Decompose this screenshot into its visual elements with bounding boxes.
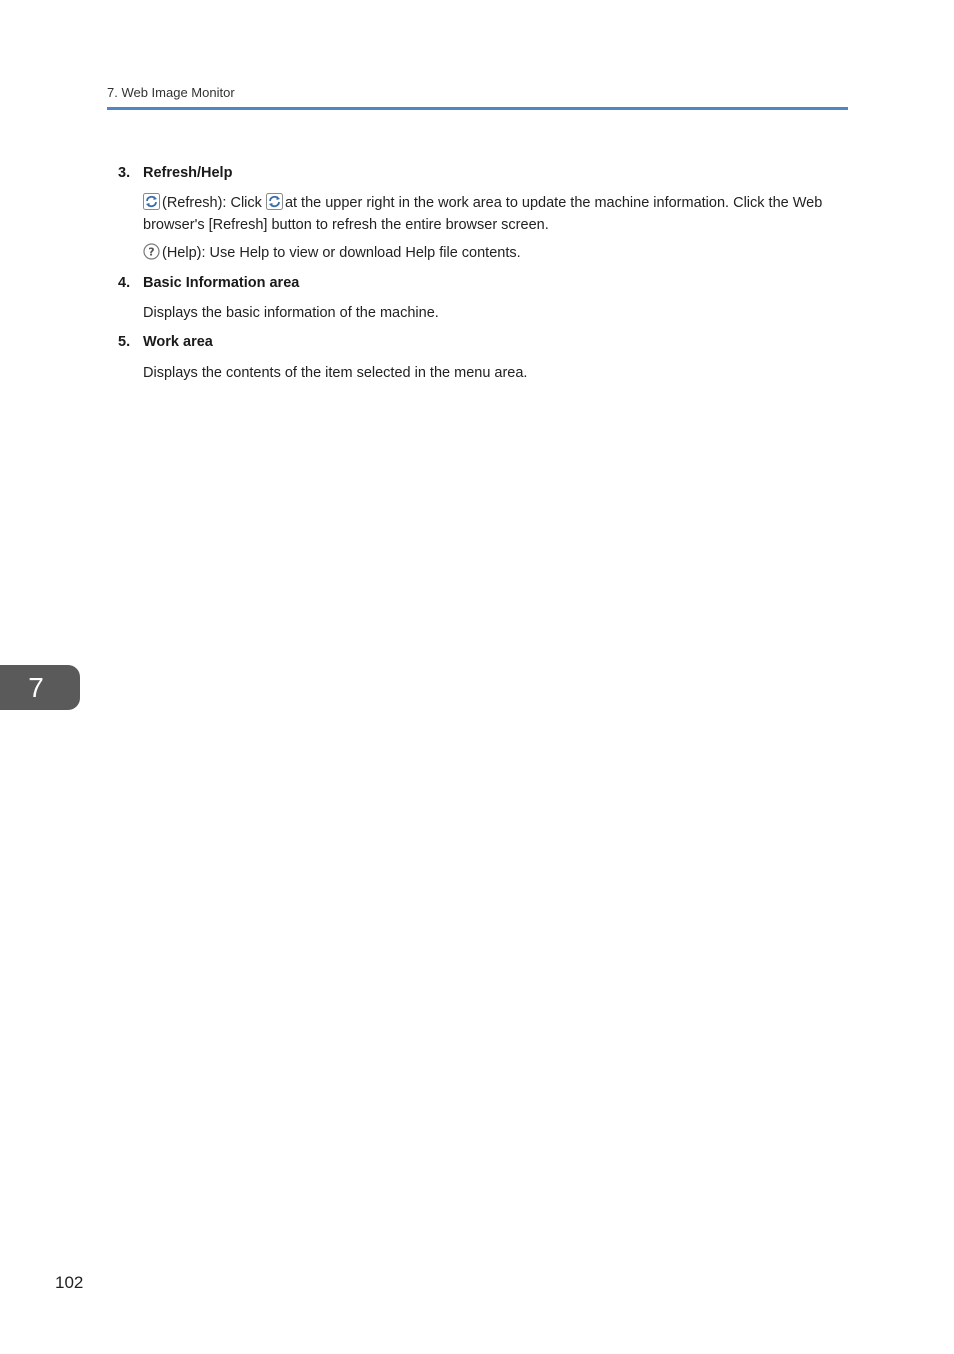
item-number: 4. [118, 275, 131, 291]
refresh-text-b: at the upper right in the work area to update the machine information. Click the Web browser's [Refresh] button to refresh the entire browser screen. [143, 195, 823, 233]
item-title-text: Basic Information area [143, 275, 300, 291]
svg-text:?: ? [148, 245, 155, 259]
refresh-text-a: (Refresh): Click [162, 195, 262, 211]
refresh-icon [143, 193, 160, 210]
page-number: 102 [55, 1273, 84, 1292]
refresh-icon [266, 193, 283, 210]
help-text: (Help): Use Help to view or download Help file contents. [162, 245, 521, 261]
item-title [118, 275, 838, 291]
list-item-basic-information [118, 275, 838, 291]
item-title-text: Refresh/Help [143, 165, 233, 181]
item-title [118, 334, 838, 350]
item-number: 5. [118, 334, 131, 350]
chapter-tab: 7 [0, 665, 80, 710]
help-paragraph [143, 242, 843, 264]
header-rule [107, 107, 848, 110]
help-icon [143, 243, 160, 260]
item-number: 3. [118, 165, 131, 181]
list-item-work-area [118, 334, 838, 350]
work-area-paragraph: Displays the contents of the item selected in the menu area. [143, 365, 528, 381]
basic-information-paragraph: Displays the basic information of the machine. [143, 305, 439, 321]
item-title-text: Work area [143, 334, 213, 350]
running-header: 7. Web Image Monitor [107, 85, 235, 100]
refresh-paragraph [143, 192, 843, 236]
list-item-refresh-help [118, 165, 838, 181]
item-title [118, 165, 838, 181]
